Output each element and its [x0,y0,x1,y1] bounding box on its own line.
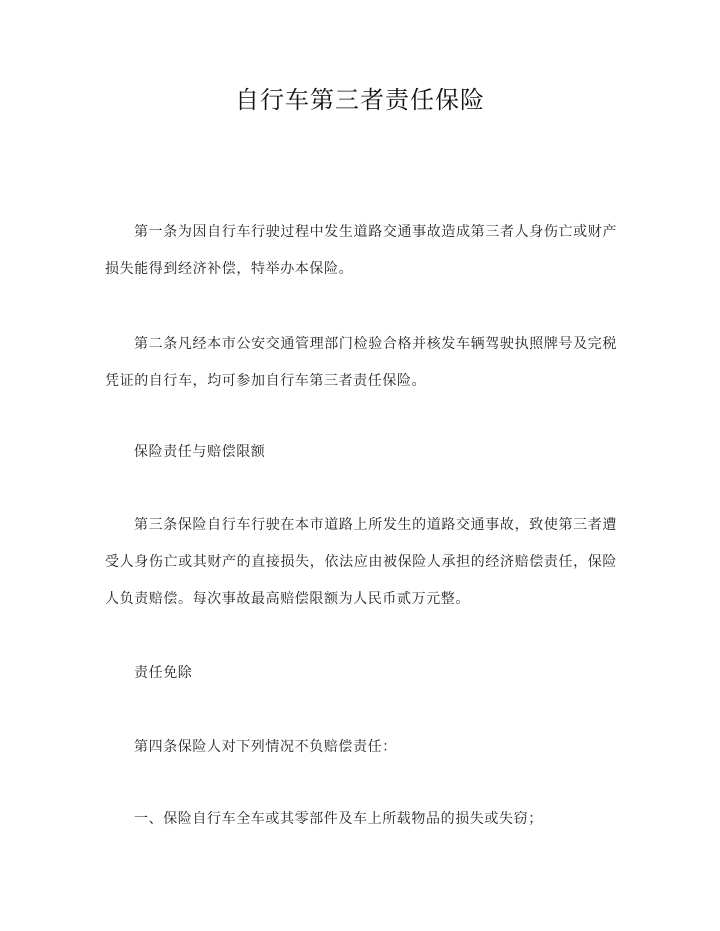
section-heading-liability-and-limits: 保险责任与赔偿限额 [134,444,266,460]
exclusion-item-1: 一、保险自行车全车或其零部件及车上所载物品的损失或失窃； [134,811,543,827]
article-3-paragraph: 第三条保险自行车行驶在本市道路上所发生的道路交通事故，致使第三者遭受人身伤亡或其财产的直接损失，依法应由被保险人承担的经济赔偿责任，保险人负责赔偿。每次事故最高赔偿限额为人民币贰万元整。 [105,517,617,607]
article-4-paragraph: 第四条保险人对下列情况不负赔偿责任： [134,739,397,755]
article-1-paragraph: 第一条为因自行车行驶过程中发生道路交通事故造成第三者人身伤亡或财产损失能得到经济补偿，特举办本保险。 [105,224,617,277]
document-title: 自行车第三者责任保险 [235,86,485,114]
article-2-paragraph: 第二条凡经本市公安交通管理部门检验合格并核发车辆驾驶执照牌号及完税凭证的自行车，均可参加自行车第三者责任保险。 [105,336,617,389]
section-heading-exclusions: 责任免除 [134,665,193,681]
